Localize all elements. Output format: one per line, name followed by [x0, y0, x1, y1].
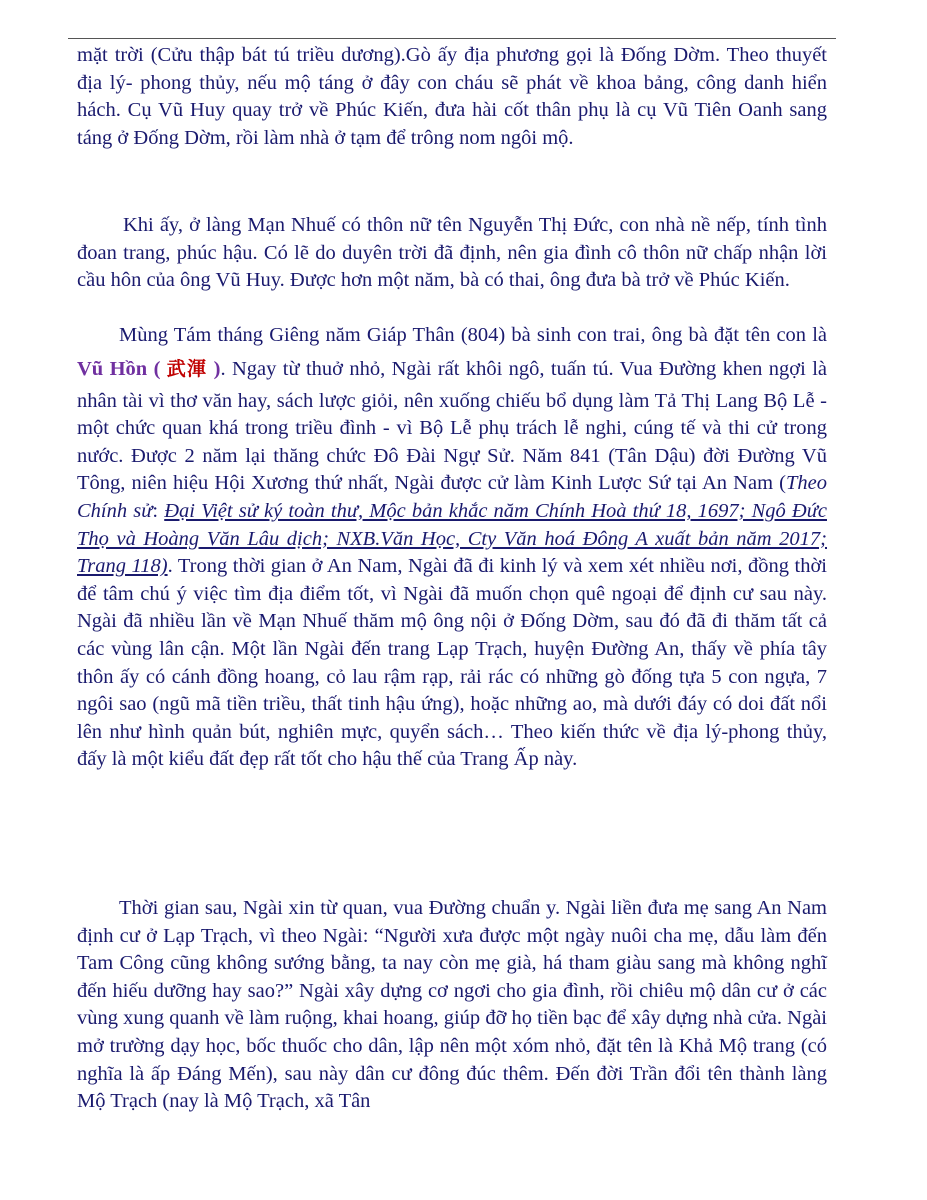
paragraph-4: Thời gian sau, Ngài xin từ quan, vua Đường chuẩn y. Ngài liền đưa mẹ sang An Nam định cư ở Lạp Trạch, vì theo Ngài: “Người xưa được một ngày nuôi cha mẹ, dẫu làm đến Tam Công cũng không sướng bằng, ta nay còn mẹ già, há tham giàu sang mà không nghĩ đến hiếu dưỡng hay sao?” Ngài xây dựng cơ ngơi cho gia đình, rồi chiêu mộ dân cư ở các vùng xung quanh về làm ruộng, khai hoang, giúp đỡ họ tiền bạc để xây dựng nhà cửa. Ngài mở trường dạy học, bốc thuốc cho dân, lập nên một xóm nhỏ, đặt tên là Khả Mộ trang (có nghĩa là ấp Đáng Mến), sau này dân cư đông đúc thêm. Đến đời Trần đổi tên thành làng Mộ Trạch (nay là Mộ Trạch, xã Tân — [77, 897, 827, 1113]
citation-colon: : — [152, 499, 165, 522]
person-name-highlight: Vũ Hồn — [77, 357, 148, 380]
citation-label: Theo Chính sử — [77, 472, 827, 522]
citation-reference: Đại Việt sử ký toàn thư, Mộc bản khắc năm Chính Hoà thứ 18, 1697; Ngô Đức Thọ và Hoàng Văn Lâu dịch; NXB.Văn Học, Cty Văn hoá Đông A xuất bản năm 2017; Trang 118) — [77, 499, 827, 578]
paren-open: ( — [147, 357, 167, 380]
paragraph-3-end: . Trong thời gian ở An Nam, Ngài đã đi kinh lý và xem xét nhiều nơi, đồng thời để tâm chú ý việc tìm địa điểm tốt, vì Ngài đã muốn chọn quê ngoại để định cư sau này. Ngài đã nhiều lần về Mạn Nhuế thăm mộ ông nội ở Đống Dờm, sau đó đã đi thăm tất cả các vùng lân cận. Một lần Ngài đến trang Lạp Trạch, huyện Đường An, thấy về phía tây thôn ấy có cánh đồng hoang, cỏ lau rậm rạp, rải rác có những gò đống tựa 5 con ngựa, 7 ngôi sao (ngũ mã tiền triều, thất tinh hậu ứng), hoặc những ao, mà dưới đáy có doi đất nổi lên như hình quản bút, nghiên mực, quyển sách… Theo kiến thức về địa lý-phong thủy, đấy là một kiểu đất đẹp rất tốt cho hậu thế của Trang Ấp này. — [77, 555, 827, 771]
header-rule — [68, 38, 836, 39]
paragraph-2: Khi ấy, ở làng Mạn Nhuế có thôn nữ tên Nguyễn Thị Đức, con nhà nề nếp, tính tình đoan trang, phúc hậu. Có lẽ do duyên trời đã định, nên gia đình cô thôn nữ chấp nhận lời cầu hôn của ông Vũ Huy. Được hơn một năm, bà có thai, ông đưa bà trở về Phúc Kiến. — [77, 214, 827, 292]
name-highlight-group — [77, 358, 220, 380]
paragraph-3 — [77, 322, 827, 774]
han-name-highlight: 武渾 — [166, 357, 208, 380]
paren-close: ) — [207, 357, 221, 380]
paragraph-3-intro: Mùng Tám tháng Giêng năm Giáp Thân (804) bà sinh con trai, ông bà đặt tên con là — [119, 324, 827, 346]
paragraph-3-middle: . Ngay từ thuở nhỏ, Ngài rất khôi ngô, tuấn tú. Vua Đường khen ngợi là nhân tài vì thơ văn hay, sách lược giỏi, nên xuống chiếu bổ dụng làm Tả Thị Lang Bộ Lễ - một chức quan khá trong triều đình - vì Bộ Lễ phụ trách lễ nghi, cúng tế và thi cử trong nước. Được 2 năm lại thăng chức Đô Đài Ngự Sử. Năm 841 (Tân Dậu) đời Đường Vũ Tông, niên hiệu Hội Xương thứ nhất, Ngài được cử làm Kinh Lược Sứ tại An Nam ( — [77, 357, 827, 495]
paragraph-1: mặt trời (Cửu thập bát tú triều dương).Gò ấy địa phương gọi là Đống Dờm. Theo thuyết địa lý- phong thủy, nếu mộ táng ở đây con cháu sẽ phát về khoa bảng, công danh hiển hách. Cụ Vũ Huy quay trở về Phúc Kiến, đưa hài cốt thân phụ là cụ Vũ Tiên Oanh sang táng ở Đống Dờm, rồi làm nhà ở tạm để trông nom ngôi mộ. — [77, 44, 827, 149]
